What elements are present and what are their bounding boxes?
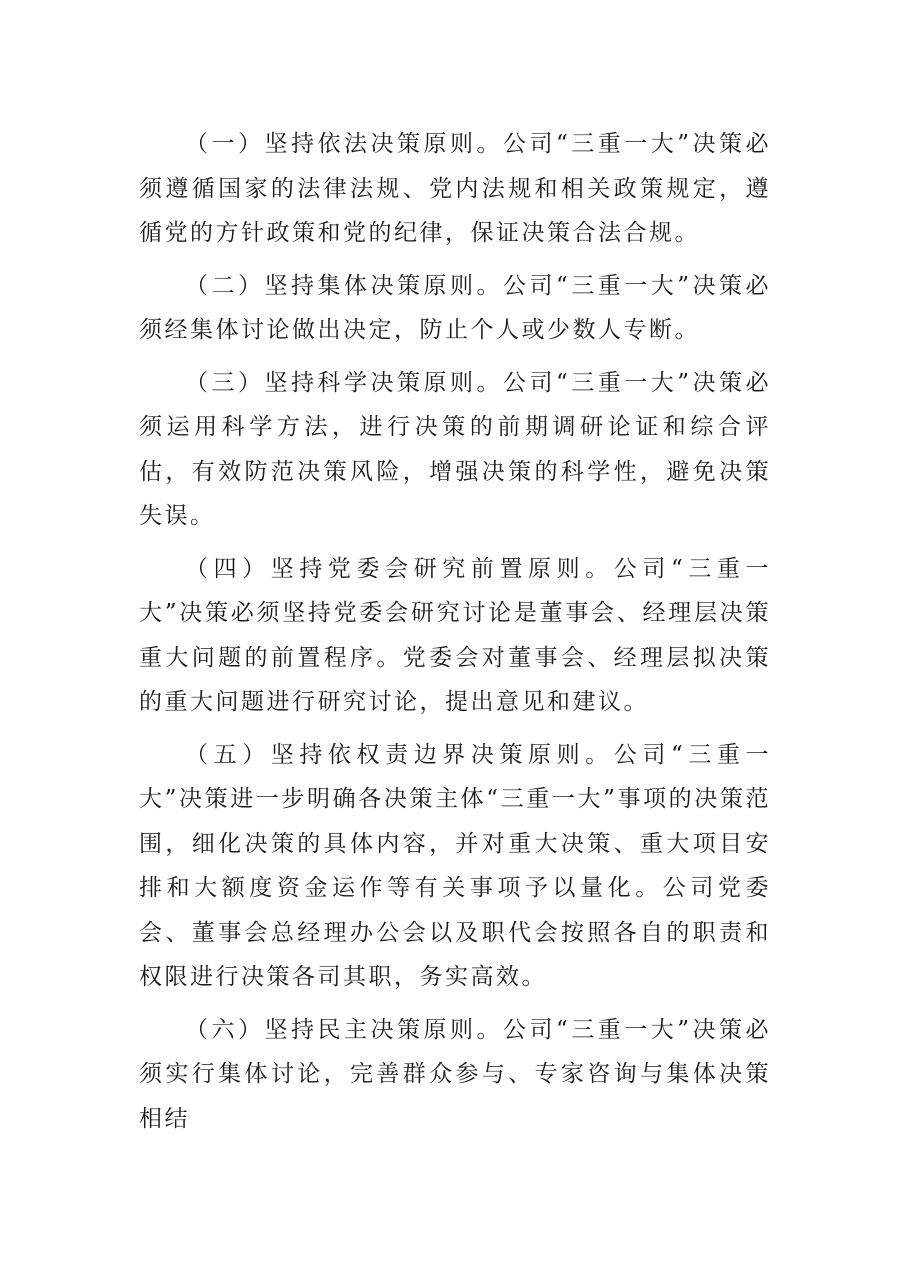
document-body (139, 122, 771, 1149)
paragraph-5: （五）坚持依权责边界决策原则。公司“三重一大”决策进一步明确各决策主体“三重一大”事项的决策范围，细化决策的具体内容，并对重大决策、重大项目安排和大额度资金运作等有关事项予以量化。公司党委会、董事会总经理办公会以及职代会按照各自的职责和权限进行决策各司其职，务实高效。 (139, 741, 771, 990)
paragraph-4: （四）坚持党委会研究前置原则。公司“三重一大”决策必须坚持党委会研究讨论是董事会、经理层决策重大问题的前置程序。党委会对董事会、经理层拟决策的重大问题进行研究讨论，提出意见和建议。 (139, 555, 771, 715)
paragraph-1: （一）坚持依法决策原则。公司“三重一大”决策必须遵循国家的法律法规、党内法规和相关政策规定，遵循党的方针政策和党的纪律，保证决策合法合规。 (139, 131, 771, 246)
paragraph-6: （六）坚持民主决策原则。公司“三重一大”决策必须实行集体讨论，完善群众参与、专家咨询与集体决策相结 (139, 1016, 771, 1132)
paragraph-2: （二）坚持集体决策原则。公司“三重一大”决策必须经集体讨论做出决定，防止个人或少数人专断。 (139, 272, 771, 343)
paragraph-3: （三）坚持科学决策原则。公司“三重一大”决策必须运用科学方法，进行决策的前期调研论证和综合评估，有效防范决策风险，增强决策的科学性，避免决策失误。 (139, 369, 771, 529)
